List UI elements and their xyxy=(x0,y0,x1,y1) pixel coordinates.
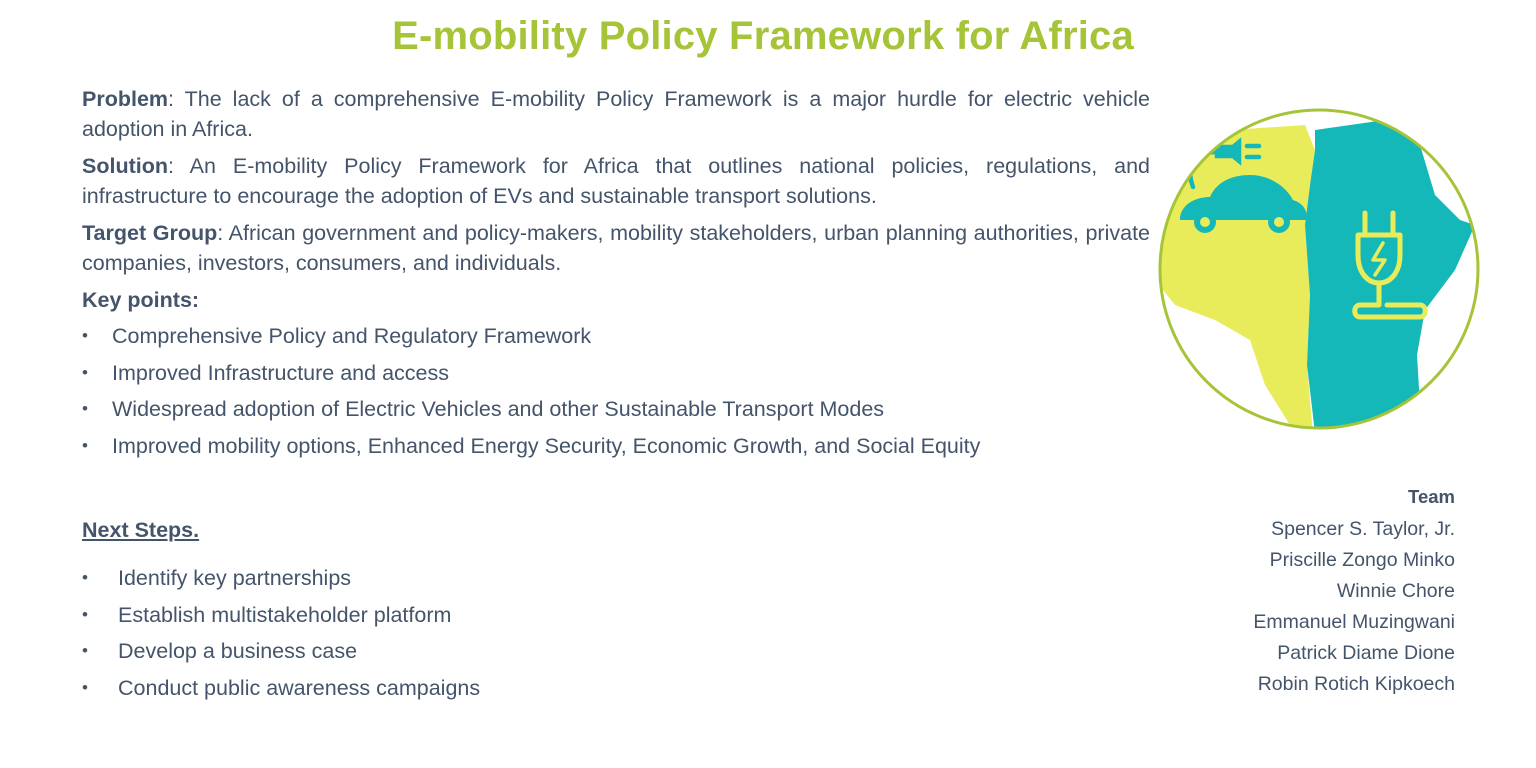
list-item xyxy=(82,394,1150,424)
target-group-text: : African government and policy-makers, mobility stakeholders, urban planning authorities, private companies, investors, consumers, and individuals. xyxy=(82,221,1150,275)
bullet-icon: • xyxy=(82,568,88,587)
problem-label: Problem xyxy=(82,87,169,111)
list-item-text: Conduct public awareness campaigns xyxy=(118,675,481,700)
list-item-text: Comprehensive Policy and Regulatory Framework xyxy=(112,324,592,348)
team-member: Robin Rotich Kipkoech xyxy=(1257,673,1455,695)
solution-text: : An E-mobility Policy Framework for Africa that outlines national policies, regulations, and infrastructure to encourage the adoption of EVs and sustainable transport solutions. xyxy=(82,154,1150,208)
problem-text: : The lack of a comprehensive E-mobility Policy Framework is a major hurdle for electric vehicle adoption in Africa. xyxy=(82,87,1150,141)
bullet-icon: • xyxy=(82,677,88,697)
target-group-paragraph xyxy=(82,218,1150,278)
team-member: Spencer S. Taylor, Jr. xyxy=(1271,518,1455,540)
bullet-icon: • xyxy=(82,604,88,624)
list-item-text: Widespread adoption of Electric Vehicles and other Sustainable Transport Modes xyxy=(112,397,885,421)
list-item-text: Improved Infrastructure and access xyxy=(112,360,449,385)
list-item-text: Identify key partnerships xyxy=(118,566,352,590)
content-body xyxy=(82,84,1150,467)
team-heading: Team xyxy=(1408,486,1455,507)
list-item xyxy=(82,563,782,593)
team-member: Patrick Diame Dione xyxy=(1277,642,1455,664)
bullet-icon: • xyxy=(82,362,88,382)
next-steps-list xyxy=(82,563,782,703)
africa-map-graphic xyxy=(1155,105,1483,433)
key-points-heading: Key points: xyxy=(82,288,200,312)
problem-paragraph xyxy=(82,84,1150,144)
list-item xyxy=(82,431,1150,461)
list-item xyxy=(82,673,782,703)
next-steps-section xyxy=(82,515,782,709)
list-item xyxy=(82,600,782,630)
page-title: E-mobility Policy Framework for Africa xyxy=(392,14,1134,58)
list-item-text: Develop a business case xyxy=(118,639,358,663)
list-item xyxy=(82,358,1150,388)
list-item xyxy=(82,321,1150,351)
solution-label: Solution xyxy=(82,154,168,178)
list-item xyxy=(82,636,782,666)
team-section xyxy=(1155,481,1455,700)
target-group-label: Target Group xyxy=(82,221,218,245)
bullet-icon: • xyxy=(82,435,88,455)
team-member: Winnie Chore xyxy=(1336,580,1455,602)
bullet-icon: • xyxy=(82,326,88,345)
list-item-text: Improved mobility options, Enhanced Energy Security, Economic Growth, and Social Equity xyxy=(112,433,981,458)
key-points-list xyxy=(82,321,1150,461)
list-item-text: Establish multistakeholder platform xyxy=(118,602,452,627)
bullet-icon: • xyxy=(82,399,88,418)
solution-paragraph xyxy=(82,151,1150,211)
team-member: Emmanuel Muzingwani xyxy=(1253,611,1455,633)
next-steps-heading: Next Steps. xyxy=(82,518,200,542)
team-member: Priscille Zongo Minko xyxy=(1269,549,1455,571)
bullet-icon: • xyxy=(82,641,88,660)
